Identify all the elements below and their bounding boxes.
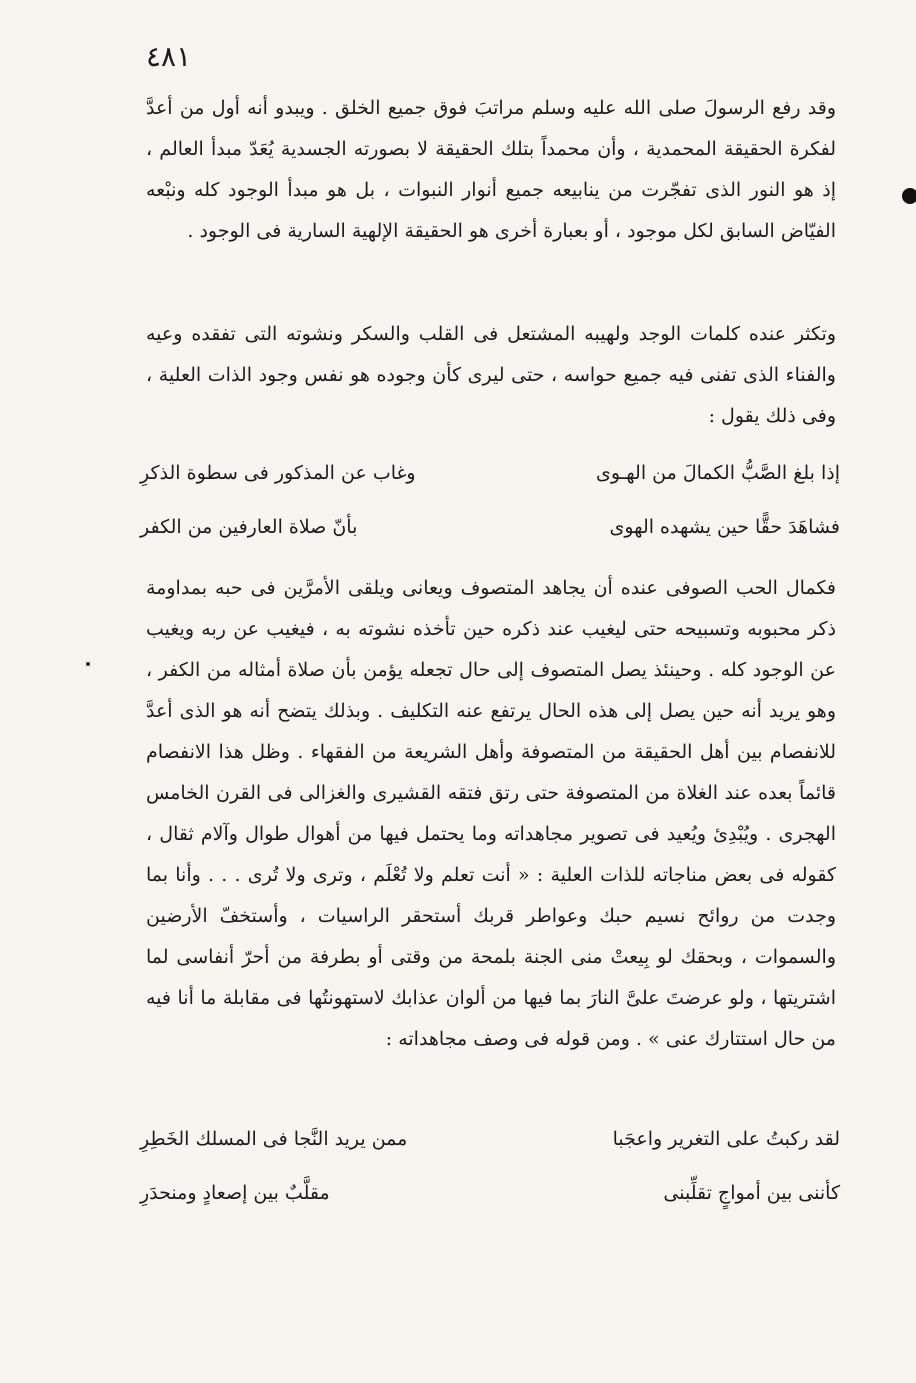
verse-hemistich-first: لقد ركبتُ على التغرير واعجَبا: [612, 1128, 840, 1150]
verse-line-2: [140, 516, 840, 556]
verse-line-4: [140, 1182, 840, 1222]
margin-bullet-mark: [902, 188, 916, 204]
margin-speck: [86, 662, 90, 666]
paragraph-3: فكمال الحب الصوفى عنده أن يجاهد المتصوف ويعانى ويلقى الأمرَّين فى حبه بمداومة ذكر محبوبه وتسبيحه حتى ليغيب عند ذكره حين تأخذه نشوته به ، فيغيب عن ربه ويغيب عن الوجود كله . وحينئذ يصل المتصوف إلى حال تجعله يؤمن بأن صلاة أمثاله من الكفر ، وهو يريد أنه حين يصل إلى هذه الحال يرتفع عنه التكليف . وبذلك يتضح أنه هو الذى أعدَّ للانفصام بين أهل الحقيقة من المتصوفة وأهل الشريعة من الفقهاء . وظل هذا الانفصام قائماً بعده عند الغلاة من المتصوفة حتى رتق فتقه القشيرى والغزالى فى القرن الخامس الهجرى . ويُبْدِئ ويُعيد فى تصوير مجاهداته وما يحتمل فيها من أهوال طوال وآلام ثقال ، كقوله فى بعض مناجاته للذات العلية : « أنت تعلم ولا تُعْلَم ، وترى ولا تُرى . . . وأنا بما وجدت من روائح نسيم حبك وعواطر قربك أستحقر الراسيات ، وأستخفّ الأرضين والسموات ، وبحقك لو بِيعتْ منى الجنة بلمحة من وقتى أو بطرفة من أحرّ أنفاسى لما اشتريتها ، ولو عرضتَ علىَّ النارَ بما فيها من ألوان عذابك لاستهونتُها فى مقابلة ما أنا فيه من حال استتارك عنى » . ومن قوله فى وصف مجاهداته :: [146, 577, 836, 1050]
verse-hemistich-first: إذا بلغ الصَّبُّ الكمالَ من الهـوى: [596, 462, 840, 484]
verse-line-3: [140, 1128, 840, 1168]
verse-hemistich-first: فشاهَدَ حقًّا حين يشهده الهوى: [609, 516, 840, 538]
page-number: ٤٨١: [146, 40, 192, 73]
paragraph-2: وتكثر عنده كلمات الوجد ولهيبه المشتعل فى القلب والسكر ونشوته التى تفقده وعيه والفناء الذى تفنى فيه جميع حواسه ، حتى ليرى كأن وجوده هو نفس وجود الذات العلية ، وفى ذلك يقول :: [146, 323, 836, 427]
verse-hemistich-second: ممن يريد النَّجا فى المسلك الخَطِرِ: [140, 1128, 408, 1150]
verse-hemistich-second: بأنّ صلاة العارفين من الكفر: [140, 516, 358, 538]
verse-hemistich-second: وغاب عن المذكور فى سطوة الذكرِ: [140, 462, 416, 484]
verse-hemistich-second: مقلَّبٌ بين إصعادٍ ومنحدَرِ: [140, 1182, 330, 1204]
paragraph-1: وقد رفع الرسولَ صلى الله عليه وسلم مراتبَ فوق جميع الخلق . ويبدو أنه أول من أعدَّ لفكرة الحقيقة المحمدية ، وأن محمداً بتلك الحقيقة لا بصورته الجسدية يُعَدّ مبدأ العالم ، إذ هو النور الذى تفجّرت من ينابيعه جميع أنوار النبوات ، بل هو مبدأ الوجود كله ونبْعه الفيّاض السابق لكل موجود ، أو بعبارة أخرى هو الحقيقة الإلهية السارية فى الوجود .: [146, 97, 836, 242]
verse-line-1: [140, 462, 840, 502]
verse-hemistich-first: كأننى بين أمواجٍ تقلِّبنى: [663, 1182, 840, 1204]
